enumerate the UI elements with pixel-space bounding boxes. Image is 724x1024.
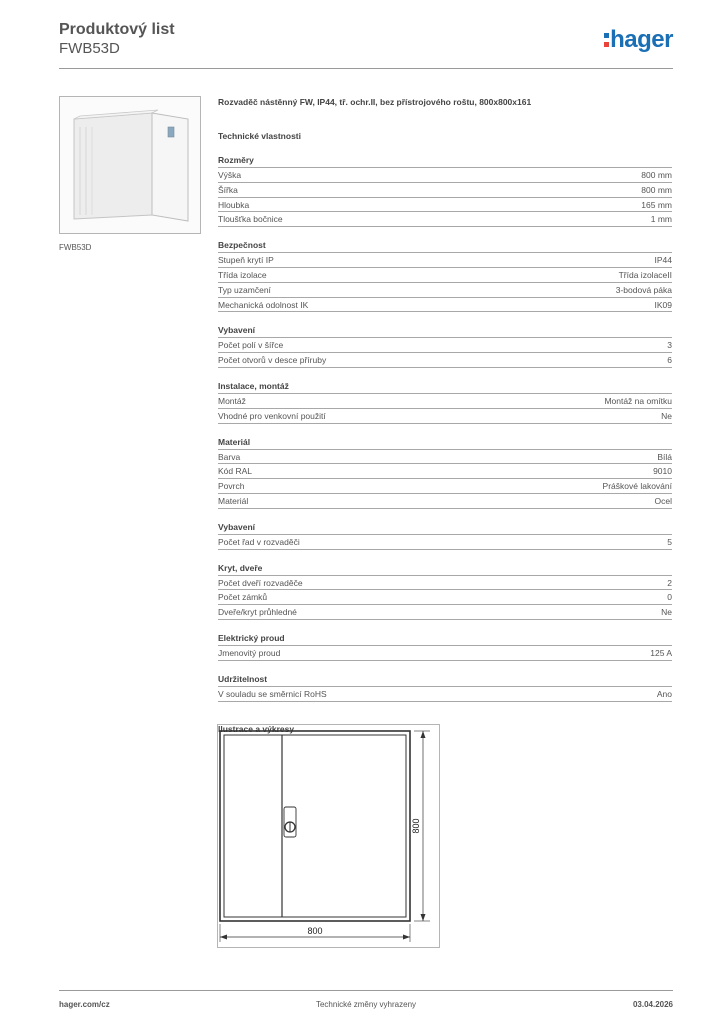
spec-row xyxy=(218,646,672,661)
footer-disclaimer: Technické změny vyhrazeny xyxy=(315,1000,417,1009)
section-title: Vybavení xyxy=(218,324,672,338)
spec-value: Ocel xyxy=(654,495,672,506)
spec-value: 2 xyxy=(667,577,672,588)
spec-value: Práškové lakování xyxy=(602,481,672,492)
page-header xyxy=(59,20,673,69)
spec-row xyxy=(218,283,672,298)
product-description: Rozvaděč nástěnný FW, IP44, tř. ochr.II, bez přístrojového roštu, 800x800x161 xyxy=(218,97,532,107)
spec-section xyxy=(218,239,672,312)
spec-row xyxy=(218,353,672,368)
section-title: Kryt, dveře xyxy=(218,562,672,576)
spec-value: Třída izolaceII xyxy=(618,269,672,280)
spec-row xyxy=(218,338,672,353)
illustration-heading: Ilustrace a výkresy xyxy=(218,723,295,734)
spec-row xyxy=(218,687,672,702)
spec-label: Stupeň krytí IP xyxy=(218,255,274,266)
enclosure-drawing xyxy=(218,725,439,947)
spec-row xyxy=(218,535,672,550)
section-title: Vybavení xyxy=(218,521,672,535)
technical-drawing xyxy=(217,724,440,948)
spec-row xyxy=(218,268,672,283)
spec-section xyxy=(218,562,672,620)
spec-content xyxy=(218,96,672,735)
spec-row xyxy=(218,479,672,494)
spec-section xyxy=(218,673,672,702)
spec-row xyxy=(218,183,672,198)
spec-value: 3-bodová páka xyxy=(615,284,672,295)
section-title: Rozměry xyxy=(218,154,672,168)
spec-label: Materiál xyxy=(218,495,249,506)
width-dimension-label: 800 xyxy=(307,926,323,936)
photo-caption: FWB53D xyxy=(59,243,92,252)
spec-label: Mechanická odolnost IK xyxy=(218,299,309,310)
spec-label: Šířka xyxy=(218,184,238,195)
spec-value: 9010 xyxy=(653,466,672,477)
spec-value: 1 mm xyxy=(650,214,672,225)
spec-label: Počet dveří rozvaděče xyxy=(218,577,303,588)
product-photo xyxy=(59,96,201,234)
spec-value: Bílá xyxy=(657,451,672,462)
spec-row xyxy=(218,450,672,465)
spec-value: IP44 xyxy=(654,255,672,266)
section-title: Elektrický proud xyxy=(218,632,672,646)
spec-section xyxy=(218,380,672,424)
spec-row xyxy=(218,409,672,424)
spec-row xyxy=(218,494,672,509)
spec-value: 125 A xyxy=(650,647,672,658)
spec-label: Hloubka xyxy=(218,199,250,210)
spec-label: Montáž xyxy=(218,395,246,406)
spec-label: Třída izolace xyxy=(218,269,267,280)
spec-label: Kód RAL xyxy=(218,466,253,477)
section-title: Bezpečnost xyxy=(218,239,672,253)
section-title: Instalace, montáž xyxy=(218,380,672,394)
spec-row xyxy=(218,605,672,620)
page-title: Produktový list xyxy=(59,21,175,38)
footer-website-link[interactable]: hager.com/cz xyxy=(59,1000,110,1009)
spec-row xyxy=(218,576,672,591)
footer-date: 03.04.2026 xyxy=(632,1000,673,1009)
spec-value: Ne xyxy=(661,607,672,618)
logo-text: hager xyxy=(610,26,673,53)
tech-properties-heading: Technické vlastnosti xyxy=(218,131,301,141)
spec-row xyxy=(218,212,672,227)
spec-row xyxy=(218,253,672,268)
spec-value: 6 xyxy=(667,355,672,366)
spec-row xyxy=(218,198,672,213)
spec-label: Výška xyxy=(218,170,242,180)
spec-row xyxy=(218,394,672,409)
spec-label: Počet otvorů v desce příruby xyxy=(218,355,327,366)
spec-value: 0 xyxy=(667,592,672,603)
enclosure-image xyxy=(60,97,200,233)
spec-value: Ne xyxy=(661,410,672,421)
spec-value: 165 mm xyxy=(641,199,672,210)
spec-row xyxy=(218,590,672,605)
spec-value: 5 xyxy=(667,536,672,547)
spec-row xyxy=(218,464,672,479)
spec-label: Jmenovitý proud xyxy=(218,647,281,658)
spec-label: Dveře/kryt průhledné xyxy=(218,607,297,618)
section-title: Udržitelnost xyxy=(218,673,672,687)
spec-value: 800 mm xyxy=(641,184,672,195)
spec-label: Typ uzamčení xyxy=(218,284,271,295)
spec-label: Povrch xyxy=(218,481,245,492)
spec-value: Montáž na omítku xyxy=(604,395,672,406)
spec-value: Ano xyxy=(656,688,672,699)
product-code: FWB53D xyxy=(59,40,120,57)
logo-colon-mark xyxy=(604,33,609,47)
spec-value: 800 mm xyxy=(641,170,672,180)
height-dimension-label: 800 xyxy=(411,818,421,834)
spec-section xyxy=(218,521,672,550)
spec-section xyxy=(218,324,672,368)
spec-sections xyxy=(218,154,672,702)
spec-label: Počet zámků xyxy=(218,592,268,603)
spec-value: IK09 xyxy=(654,299,672,310)
spec-label: Tloušťka bočnice xyxy=(218,214,283,225)
spec-section xyxy=(218,436,672,509)
spec-value: 3 xyxy=(667,340,672,351)
spec-label: Počet řad v rozvaděči xyxy=(218,536,300,547)
page-footer xyxy=(59,990,673,1015)
spec-label: Vhodné pro venkovní použití xyxy=(218,410,326,421)
spec-label: Barva xyxy=(218,451,241,462)
spec-row xyxy=(218,298,672,313)
hager-logo[interactable] xyxy=(604,26,673,54)
spec-section xyxy=(218,154,672,227)
spec-section xyxy=(218,632,672,661)
spec-label: Počet polí v šířce xyxy=(218,340,284,351)
spec-label: V souladu se směrnicí RoHS xyxy=(218,688,327,699)
spec-row xyxy=(218,168,672,183)
section-title: Materiál xyxy=(218,436,672,450)
